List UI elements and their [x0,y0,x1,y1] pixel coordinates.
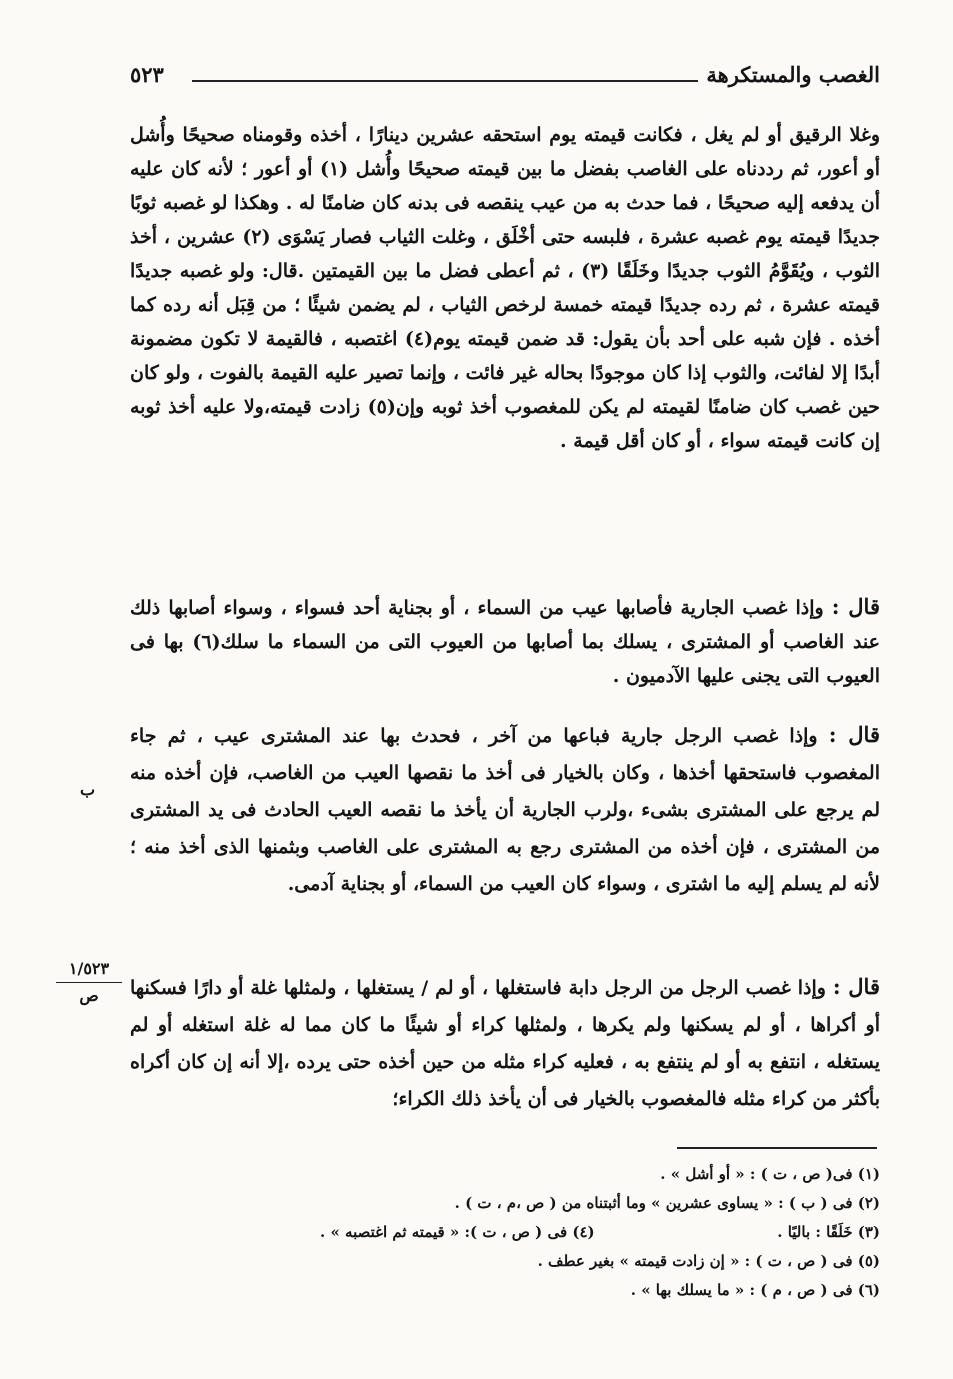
qal-lead: قال : [828,722,880,747]
paragraph-3 [130,716,880,903]
footnote-2: (٢) فى ( ب ) : « يساوى عشرين » وما أثبتناه من ( ص ،م ، ت ) . [454,1194,880,1212]
margin-ref-siglum: ص [79,986,99,1005]
footnote-3: (٣) خَلَقًا : باليًا . [777,1223,880,1241]
footnote-5: (٥) فى ( ص ، ت ) : « إن زادت قيمته » بغير عطف . [537,1252,880,1270]
footnote-6: (٦) فى ( ص ، م ) : « ما يسلك بها » . [630,1281,880,1299]
running-header [130,60,880,90]
qal-lead: قال : [831,594,880,619]
header-rule [192,80,698,82]
chapter-title: الغصب والمستكرهة [706,62,880,87]
footnote-rule [677,1147,877,1149]
paragraph-1-text: وغلا الرقيق أو لم يغل ، فكانت قيمته يوم استحقه عشرين دينارًا ، أخذه وقومناه صحيحًا وأُشل أو أعور، ثم رددناه على الغاصب بفضل ما بين قيمته صحيحًا وأُشل (١) أو أعور ؛ لأنه كان عليه أن يدفعه إليه صحيحًا ، فما حدث به من عيب ينقصه فى بدنه كان ضامنًا له . وهكذا لو غصبه ثوبًا جديدًا قيمته يوم غصبه عشرة ، فلبسه حتى أخْلَق ، وغلت الثياب فصار يَسْوَى (٢) عشرين ، أخذ الثوب ، ويُقَوَّمُ الثوب جديدًا وخَلَقًا (٣) ، ثم أعطى فضل ما بين القيمتين .قال: ولو غصبه جديدًا قيمته عشرة ، ثم رده جديدًا قيمته خمسة لرخص الثياب ، لم يضمن شيئًا ؛ من قِبَل أنه رده كما أخذه . فإن شبه على أحد بأن يقول: قد ضمن قيمته يوم(٤) اغتصبه ، فالقيمة لا تكون مضمونة أبدًا إلا لفائت، والثوب إذا كان موجودًا بحاله غير فائت ، وإنما تصير عليه القيمة بالفوت ، ولو كان حين غصب كان ضامنًا لقيمته لم يكن للمغصوب أخذ ثوبه وإن(٥) زادت قيمته،ولا عليه أخذ ثوبه إن كانت قيمته سواء ، أو كان أقل قيمة . [130,124,880,452]
margin-page-reference [50,958,128,1007]
paragraph-2-text: وإذا غصب الجارية فأصابها عيب من السماء ، أو بجناية أحد فسواء ، وسواء أصابها ذلك عند الغاصب أو المشترى ، يسلك بما أصابها من العيوب التى من السماء ما سلك(٦) بها فى العيوب التى يجنى عليها الآدميون . [130,597,880,687]
footnote-4: (٤) فى ( ص ، ت ): « قيمته ثم اغتصبه » . [320,1223,595,1241]
paragraph-4-text: وإذا غصب الرجل من الرجل دابة فاستغلها ، أو لم / يستغلها ، ولمثلها غلة أو دارًا فسكنها أو أكراها ، أو لم يسكنها ولم يكرها ، ولمثلها كراء أو شيئًا ما كان مما له غلة استغله أو لم يستغله ، انتفع به أو لم ينتفع به ، فعليه كراء مثله من حين أخذه حتى يرده ،إلا أنه إن كان أكراه بأكثر من كراء مثله فالمغصوب بالخيار فى أن يأخذ ذلك الكراء؛ [130,977,880,1110]
paragraph-1 [130,118,880,458]
footnotes [130,1160,880,1305]
margin-manuscript-mark: ب [80,780,96,799]
paragraph-3-text: وإذا غصب الرجل جارية فباعها من آخر ، فحدث بها عند المشترى عيب ، ثم جاء المغصوب فاستحقها أخذها ، وكان بالخيار فى أخذ ما نقصها العيب من الغاصب، فإن أخذه منه لم يرجع على المشترى بشىء ،ولرب الجارية أن يأخذ ما نقصه العيب الحادث فى يد المشترى من المشترى ، فإن أخذه من المشترى رجع به المشترى على الغاصب وبثمنها الذى أخذ منه ؛ لأنه لم يسلم إليه ما اشترى ، وسواء كان العيب من السماء، أو بجناية آدمى. [130,725,880,895]
margin-ref-divider [56,982,122,983]
qal-lead: قال : [832,974,880,999]
footnote-row-3-4 [130,1218,880,1247]
paragraph-4 [130,968,880,1118]
footnote-1: (١) فى( ص ، ت ) : « أو أشل » . [660,1165,880,1183]
paragraph-2 [130,590,880,693]
margin-ref-number: ١/٥٢٣ [68,959,110,978]
page-number: ٥٢٣ [130,62,164,87]
